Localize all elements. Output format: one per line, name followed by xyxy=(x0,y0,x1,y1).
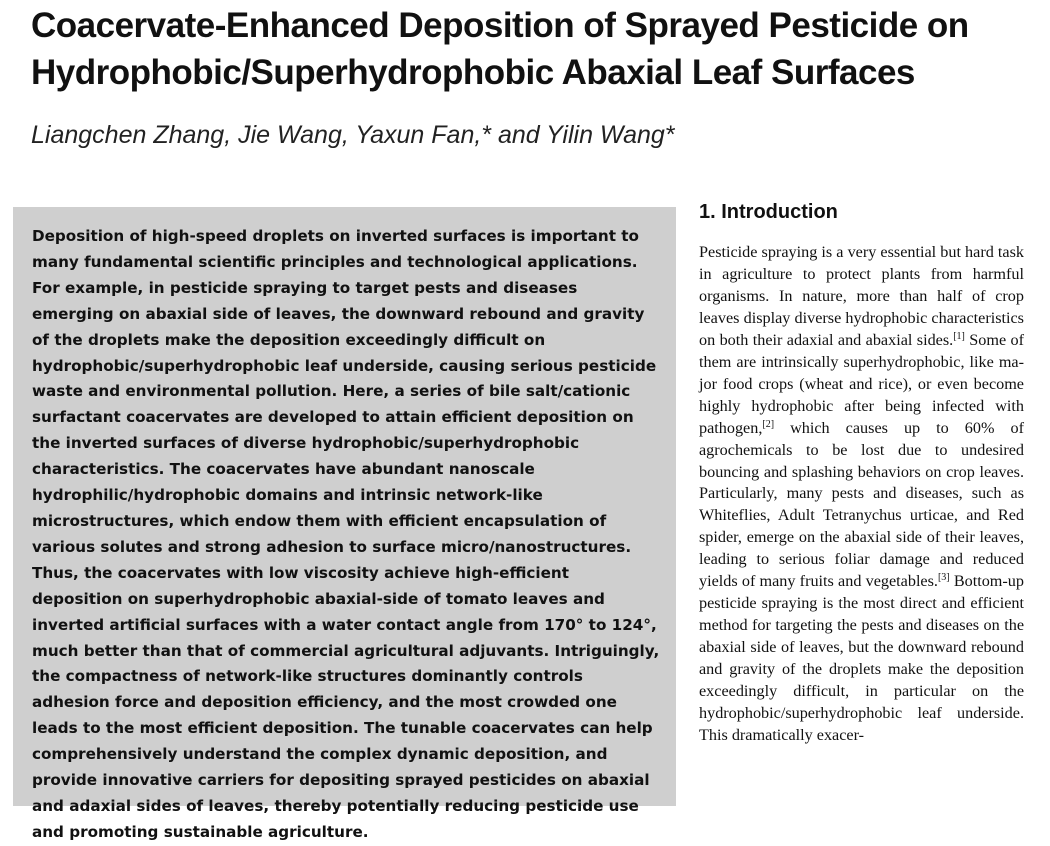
title-line-2: Hydrophobic/Superhydrophobic Abaxial Leaf Surfaces xyxy=(31,53,915,92)
intro-text-3: which causes up to 60% of agrochemicals to be lost due to undesired bouncing and splashing behaviors on crop leaves. Particularly, many pests and diseases, such as Whiteflies, Adult Tetranychus urticae, and Red spider, emerge on the abaxial side of their leaves, leading to serious foliar damage and reduced yields of many fruits and vegetables. xyxy=(699,418,1024,591)
citation-3[interactable]: [3] xyxy=(937,572,950,584)
intro-text-2: Some of them are intrinsically superhydrophobic, like major food crops (wheat and rice), or even become highly hydrophobic after being infected with pathogen, xyxy=(699,330,1024,437)
citation-2[interactable]: [2] xyxy=(762,418,775,430)
abstract-box xyxy=(13,207,676,841)
article-title xyxy=(31,2,1031,96)
title-line-1: Coacervate-Enhanced Deposition of Sprayed Pesticide on xyxy=(31,6,969,45)
author-list: Liangchen Zhang, Jie Wang, Yaxun Fan,* and Yilin Wang* xyxy=(31,121,675,149)
intro-text-4: Bottom-up pesticide spraying is the most direct and efficient method for targeting the pests and diseases on the abaxial side of leaves, but the downward rebound and gravity of the droplets make the deposition exceedingly difficult, in particular on the hydrophobic/superhydrophobic leaf underside. This dramatically exacer- xyxy=(699,572,1024,744)
section-heading-introduction: 1. Introduction xyxy=(699,201,838,223)
citation-1[interactable]: [1] xyxy=(953,330,965,342)
abstract-text: Deposition of high-speed droplets on inverted surfaces is important to many fundamental scientific principles and technological applications. For example, in pesticide spraying to target pests and diseases emerging on abaxial side of leaves, the downward rebound and gravity of the droplets make the deposition exceedingly difficult on hydrophobic/superhydrophobic leaf underside, causing serious pesticide waste and environmental pollution. Here, a series of bile salt/cationic surfactant coacervates are developed to attain efficient deposition on the inverted surfaces of diverse hydrophobic/superhydrophobic characteristics. The coacervates have abundant nanoscale hydrophilic/hydrophobic domains and intrinsic network-like microstructures, which endow them with efficient encapsulation of various solutes and strong adhesion to surface micro/nanostructures. Thus, the coacervates with low viscosity achieve high-efficient deposition on superhydrophobic abaxial-side of tomato leaves and inverted artificial surfaces with a water contact angle from 170° to 124°, much better than that of commercial agricultural adjuvants. Intriguingly, the compactness of network-like structures dominantly controls adhesion force and deposition efficiency, and the most crowded one leads to the most efficient deposition. The tunable coacervates can help comprehensively understand the complex dynamic deposition, and provide innovative carriers for depositing sprayed pesticides on abaxial and adaxial sides of leaves, thereby potentially reducing pesticide use and promoting sustainable agriculture. xyxy=(32,227,660,841)
intro-text-1: Pesticide spraying is a very essential but hard task in agriculture to protect plants from harmful organisms. In nature, more than half of crop leaves display diverse hydrophobic characteristics on both their adaxial and abaxial sides. xyxy=(699,243,1024,349)
introduction-paragraph xyxy=(699,242,1024,747)
